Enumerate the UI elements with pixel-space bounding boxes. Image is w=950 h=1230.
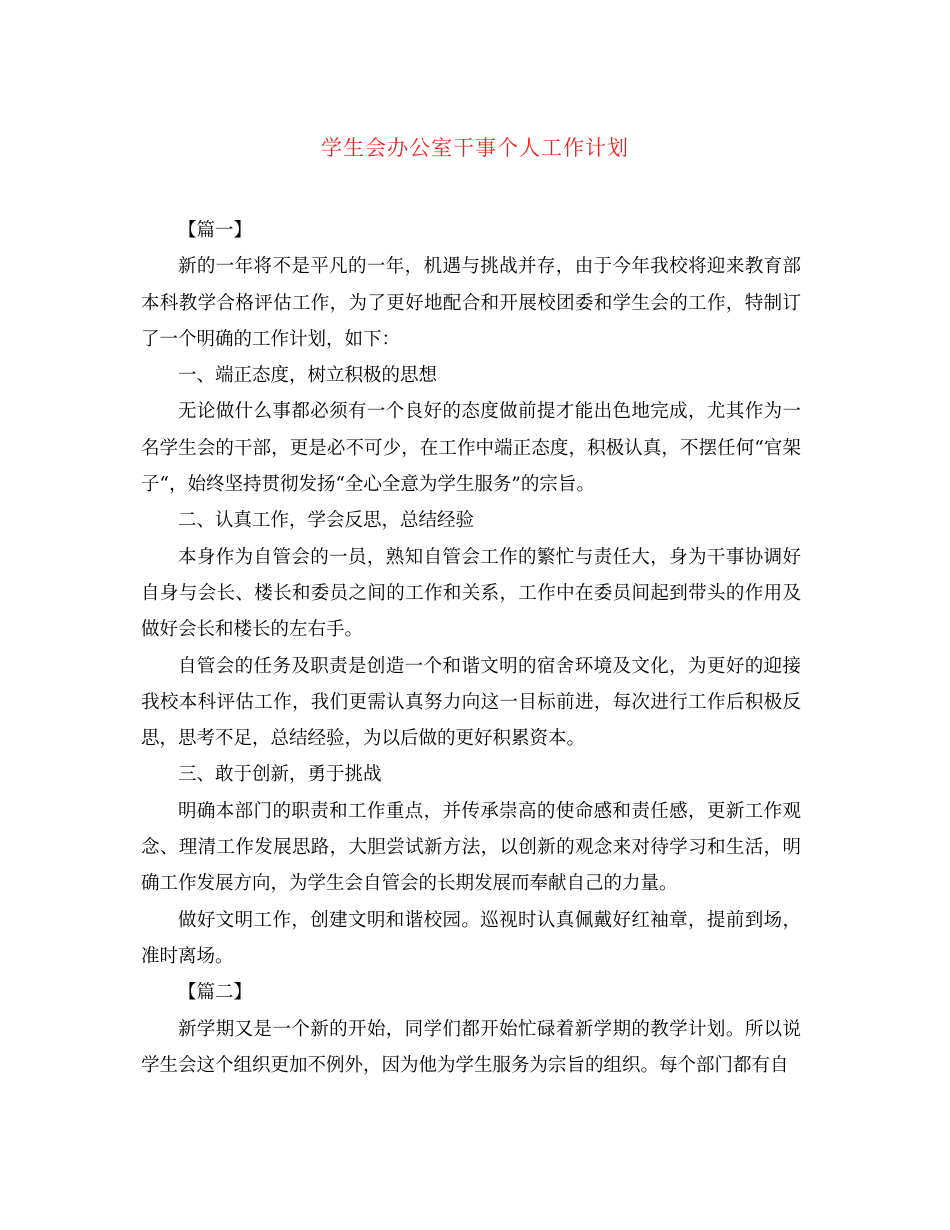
document-title: 学生会办公室干事个人工作计划 bbox=[321, 136, 629, 160]
innovation-paragraph: 明确本部门的职责和工作重点，并传承崇高的使命感和责任感，更新工作观念、理清工作发展思路，大胆尝试新方法，以创新的观念来对待学习和生活，明确工作发展方向，为学生会自管会的长期发展而奉献自己的力量。 bbox=[141, 800, 801, 895]
reflection-paragraph-1: 本身作为自管会的一员，熟知自管会工作的繁忙与责任大，身为干事协调好自身与会长、楼长和委员之间的工作和关系，工作中在委员间起到带头的作用及做好会长和楼长的左右手。 bbox=[141, 546, 801, 641]
document-body bbox=[141, 213, 801, 1084]
section-heading-part-two: 【篇二】 bbox=[178, 982, 253, 1004]
civility-paragraph: 做好文明工作，创建文明和谐校园。巡视时认真佩戴好红袖章，提前到场，准时离场。 bbox=[141, 909, 801, 967]
subheading-innovation: 三、敢于创新，勇于挑战 bbox=[178, 764, 382, 786]
attitude-paragraph: 无论做什么事都必须有一个良好的态度做前提才能出色地完成，尤其作为一名学生会的干部，更是必不可少，在工作中端正态度，积极认真，不摆任何“官架子“，始终坚持贯彻发扬“全心全意为学生服务”的宗旨。 bbox=[141, 401, 801, 496]
intro-paragraph: 新的一年将不是平凡的一年，机遇与挑战并存，由于今年我校将迎来教育部本科教学合格评估工作，为了更好地配合和开展校团委和学生会的工作，特制订了一个明确的工作计划，如下： bbox=[141, 256, 801, 350]
subheading-reflection: 二、认真工作，学会反思，总结经验 bbox=[178, 510, 475, 532]
subheading-attitude: 一、端正态度，树立积极的思想 bbox=[178, 365, 438, 387]
section-heading-part-one: 【篇一】 bbox=[178, 220, 253, 241]
reflection-paragraph-2: 自管会的任务及职责是创造一个和谐文明的宿舍环境及文化，为更好的迎接我校本科评估工作，我们更需认真努力向这一目标前进，每次进行工作后积极反思，思考不足，总结经验，为以后做的更好积累资本。 bbox=[141, 655, 801, 750]
part-two-paragraph: 新学期又是一个新的开始，同学们都开始忙碌着新学期的教学计划。所以说学生会这个组织更加不例外，因为他为学生服务为宗旨的组织。每个部门都有自 bbox=[141, 1018, 801, 1076]
